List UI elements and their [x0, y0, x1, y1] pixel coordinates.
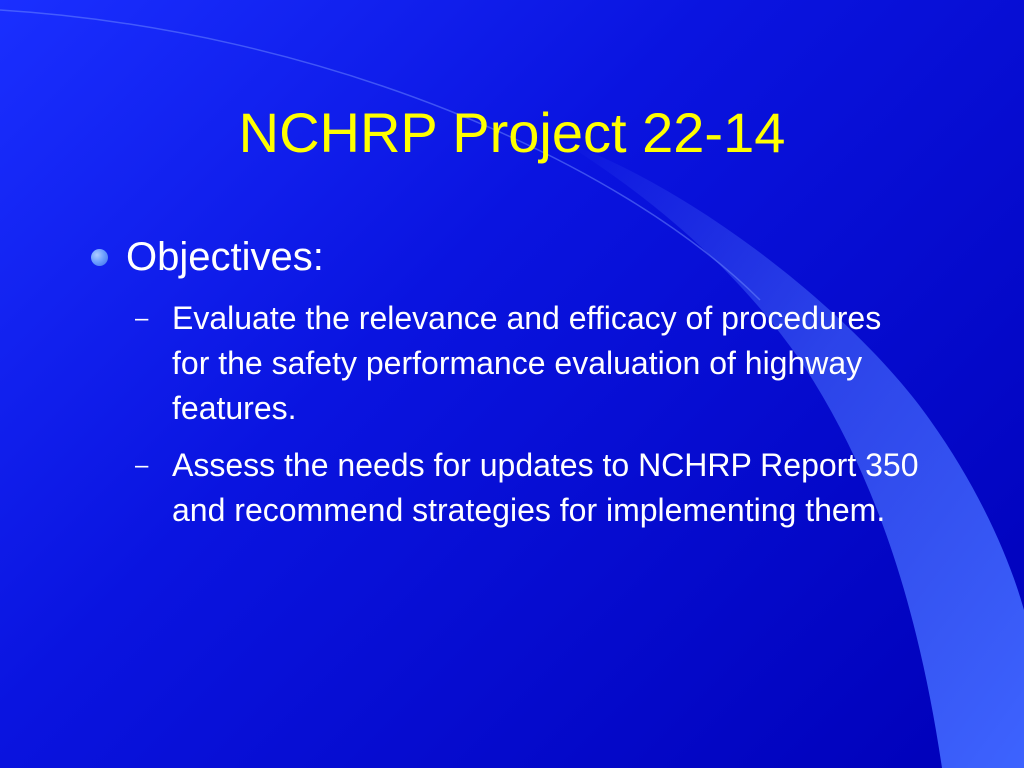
sub-bullet-text: Assess the needs for updates to NCHRP Report 350 and recommend strategies for implementing them. — [172, 447, 919, 528]
bullet-dot-icon — [91, 249, 108, 266]
sub-bullet-item — [135, 443, 920, 533]
bullet-list — [90, 232, 920, 545]
sub-bullet-list — [90, 296, 920, 533]
bullet-label: Objectives: — [126, 235, 324, 279]
dash-icon: – — [135, 452, 149, 479]
bullet-item-objectives — [90, 232, 920, 282]
sub-bullet-text: Evaluate the relevance and efficacy of procedures for the safety performance evaluation of highway features. — [172, 300, 882, 426]
sub-bullet-item — [135, 296, 920, 431]
dash-icon: – — [135, 305, 149, 332]
slide-title: NCHRP Project 22-14 — [238, 101, 786, 164]
